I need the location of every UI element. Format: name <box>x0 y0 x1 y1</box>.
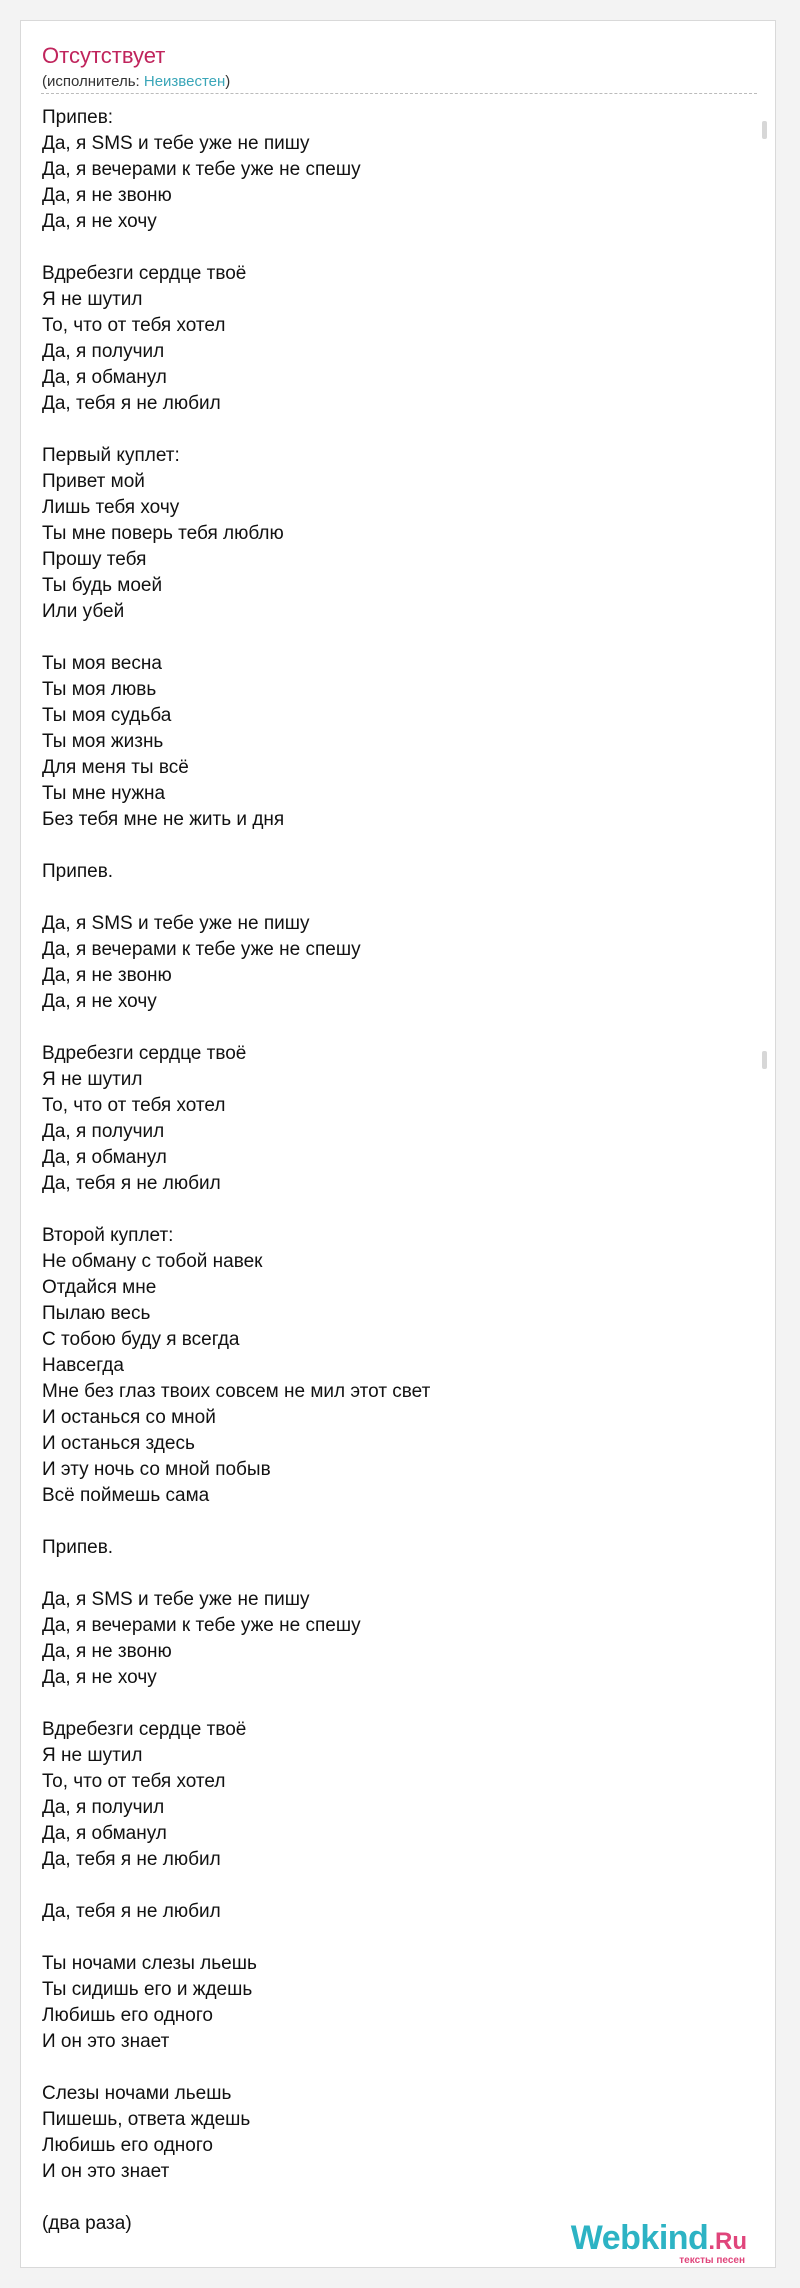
logo-name: Webkind <box>570 2219 709 2257</box>
webkind-logo[interactable] <box>570 2219 747 2266</box>
header-divider <box>41 93 757 94</box>
lyrics-text: Припев: Да, я SMS и тебе уже не пишу Да, я вечерами к тебе уже не спешу Да, я не звоню Да, я не хочу Вдребезги сердце твоё Я не шутил То, что от тебя хотел Да, я получил Да, я обманул Да, тебя я не любил Первый куплет: Привет мой Лишь тебя хочу Ты мне поверь тебя люблю Прошу тебя Ты будь моей Или убей Ты моя весна Ты моя лювь Ты моя судьба Ты моя жизнь Для меня ты всё Ты мне нужна Без тебя мне не жить и дня Припев. Да, я SMS и тебе уже не пишу Да, я вечерами к тебе уже не спешу Да, я не звоню Да, я не хочу Вдребезги сердце твоё Я не шутил То, что от тебя хотел Да, я получил Да, я обманул Да, тебя я не любил Второй куплет: Не обману с тобой навек Отдайся мне Пылаю весь С тобою буду я всегда Навсегда Мне без глаз твоих совсем не мил этот свет И останься со мной И останься здесь И эту ночь со мной побыв Всё поймешь сама Припев. Да, я SMS и тебе уже не пишу Да, я вечерами к тебе уже не спешу Да, я не звоню Да, я не хочу Вдребезги сердце твоё Я не шутил То, что от тебя хотел Да, я получил Да, я обманул Да, тебя я не любил Да, тебя я не любил Ты ночами слезы льешь Ты сидишь его и ждешь Любишь его одного И он это знает Слезы ночами льешь Пишешь, ответа ждешь Любишь его одного И он это знает (два раза) <box>42 107 431 2234</box>
logo-tagline: тексты песен <box>679 2255 745 2266</box>
artist-link[interactable]: Неизвестен <box>143 73 226 90</box>
scroll-marker <box>762 1051 767 1069</box>
logo-tld: .Ru <box>708 2228 747 2255</box>
lyrics-card <box>20 20 776 2268</box>
scroll-marker <box>762 121 767 139</box>
artist-suffix: ) <box>225 73 231 90</box>
artist-line <box>42 73 230 91</box>
artist-prefix: (исполнитель: <box>42 73 144 90</box>
song-title: Отсутствует <box>42 43 166 68</box>
